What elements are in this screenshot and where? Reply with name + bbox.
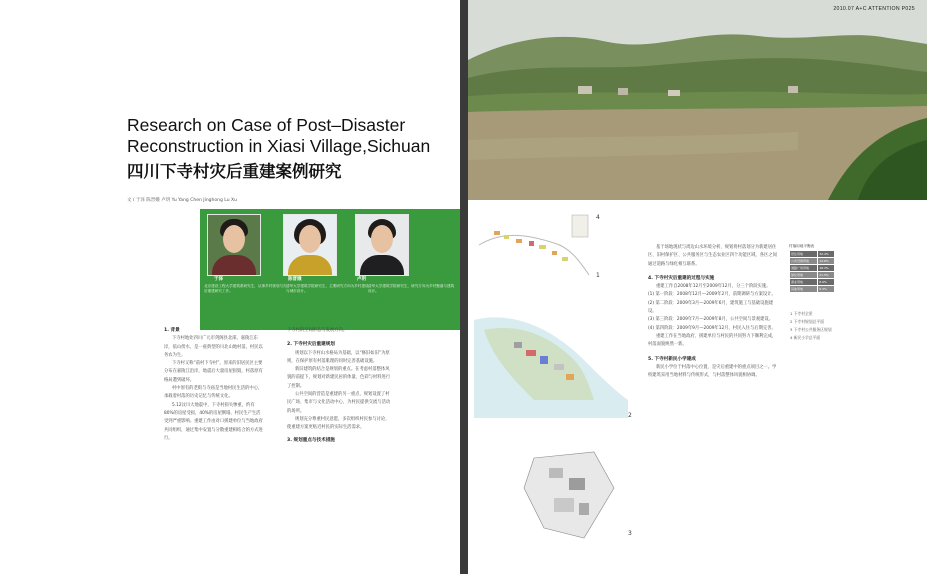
paragraph: 新民小学位于村落中心位置，是灾后重建中的重点项目之一。学校建筑采用当地材料与传统形式，与村落整体风貌相协调。 — [648, 364, 777, 379]
figure-label-3: 3 — [628, 530, 632, 537]
figure-label-2: 2 — [628, 412, 632, 419]
paragraph: 规划以下寺村山水格局为基础，以“修旧如旧”为原则，在保护原有村落肌理的同时完善基础设施。 — [287, 350, 390, 364]
paragraph: 公共空间的营造是重建的另一重点，规划设置了村民广场、集市与文化活动中心，为村民提供交流与活动的场所。 — [287, 392, 391, 414]
paragraph: (4) 第四阶段：2009年9月—2009年12月，村民入住与后期完善。 — [648, 325, 776, 331]
page-gutter — [460, 0, 468, 574]
paragraph: 新旧建筑的结合是规划的重点。在考虑村落整体风貌的前提下，规划对新建民居的体量、色彩与材料进行了控制。 — [287, 367, 391, 389]
paragraph: 基于场地现状与周边山水环境分析，规划将村落划分为新建居住区、旧村保护区、公共服务区与生态农业区四个功能区域，各区之间通过道路与绿化相互联系。 — [648, 245, 777, 267]
body-column-2 — [287, 327, 391, 445]
paragraph: 规划充分尊重村民意愿，多次组织村民参与讨论，使重建方案更贴近村民的实际生活需求。 — [287, 416, 390, 431]
section-heading-school: 5. 下寺村新民小学建成 — [648, 356, 696, 362]
author-photo-1 — [207, 214, 261, 276]
caption-item: 2 下寺村规划总平面 — [790, 319, 824, 324]
author-photo-3 — [355, 214, 409, 276]
article-title-chinese: 四川下寺村灾后重建案例研究 — [127, 162, 342, 181]
figure-label-4: 4 — [596, 214, 600, 221]
author-bio-2: 清华大学建筑学院研究生，主要研究方向为乡村建设与城市设计。 — [286, 284, 369, 293]
village-landscape-photo — [468, 0, 927, 200]
body-column-1 — [164, 327, 264, 443]
figure-caption-list — [790, 310, 832, 342]
author-name-3: 卢玥 — [357, 277, 366, 282]
table-row: 居住用地 32.4% — [790, 251, 835, 258]
paragraph: 重建工作在当地政府、援建单位与村民的共同努力下顺利完成，村落面貌焕然一新。 — [648, 333, 777, 348]
caption-item: 1 下寺村全景 — [790, 311, 813, 316]
article-title-english: Research on Case of Post–Disaster Reconstruction in Xiasi Village,Sichuan — [127, 115, 431, 156]
section-heading-measures: 3. 规划重点与技术措施 — [287, 437, 335, 443]
table-row: 道路广场用地 18.3% — [790, 265, 835, 272]
paragraph: 村中原有的老街与寺庙是当地村民生活的中心，承载着村落的历史记忆与传统文化。 — [164, 386, 263, 400]
section-heading-planning: 2. 下寺村灾后重建规划 — [287, 342, 335, 348]
author-name-1: 于泽 — [214, 277, 223, 282]
paragraph: 下寺村地处四川广元市剑阁县北部，嘉陵江东岸，依山傍水，是一座典型的川北山地村落，村民以务农为生。 — [164, 336, 263, 358]
left-page — [0, 0, 460, 574]
magazine-header: 2010.07 A+C ATTENTION P025 — [833, 6, 915, 12]
paragraph: 重建工作自2008年12月至2009年12月，分三个阶段实施。 — [656, 284, 771, 290]
author-photo-2 — [283, 214, 337, 276]
paragraph: 下寺村又称“前村下寺村”，原来的旧居民区主要分布在嘉陵江沿岸，地震后大量房屋损毁，村落原有格局遭到破坏。 — [164, 361, 263, 383]
table-row: 商业用地 8.9% — [790, 279, 835, 286]
site-plan-figure-2 — [474, 300, 628, 418]
authors-byline: 文 / 于泽 陈晋娥 卢玥 Yu Yang Chen Jinghong Lu Xu — [127, 198, 237, 203]
paragraph: (2) 第二阶段：2009年3月—2009年6月，建筑施工与基础设施建设。 — [648, 300, 774, 315]
land-use-table — [789, 244, 835, 293]
right-page — [468, 0, 927, 574]
table-row: 其他用地 6.3% — [790, 286, 835, 293]
paragraph: 下寺村的空间形态与发展方向。 — [287, 328, 348, 333]
author-bio-1: 北京建设工程大学建筑系研究生，从事乡村规划与灾后重建研究工作。 — [204, 284, 287, 293]
section-heading-process: 4. 下寺村灾后重建的过程与实施 — [648, 275, 715, 281]
paragraph: 5.12汶川大地震中，下寺村损失惨重，约有80%的房屋受损，40%的房屋倒塌，村民生产生活受到严重影响。重建工作由对口援建单位与当地政府共同组织，通过集中安置与分散重建相结合的方式进行。 — [164, 402, 263, 441]
body-column-3 — [648, 244, 778, 380]
caption-item: 4 新民小学总平面 — [790, 335, 821, 340]
paragraph: (3) 第三阶段：2009年7月—2009年8月，公共空间与景观建设。 — [648, 317, 774, 323]
table-title: 村落用地平衡表 — [789, 244, 815, 248]
paragraph: (1) 第一阶段：2008年12月—2009年2月，前期调研与方案设计。 — [648, 292, 776, 298]
caption-item: 3 下寺村公共服务区规划 — [790, 327, 832, 332]
author-name-2: 陈晋娥 — [288, 277, 302, 282]
site-plan-figure-3 — [514, 448, 634, 548]
table-row: 绿化用地 21.5% — [790, 272, 835, 279]
site-plan-figure-1 — [474, 205, 594, 283]
table-row: 公共设施用地 12.6% — [790, 258, 835, 265]
figure-label-1: 1 — [596, 272, 600, 279]
section-heading-background: 1. 背景 — [164, 328, 180, 333]
author-bio-3: 清华大学建筑学院研究生，研究方向为乡村聚落与建筑设计。 — [368, 284, 455, 293]
